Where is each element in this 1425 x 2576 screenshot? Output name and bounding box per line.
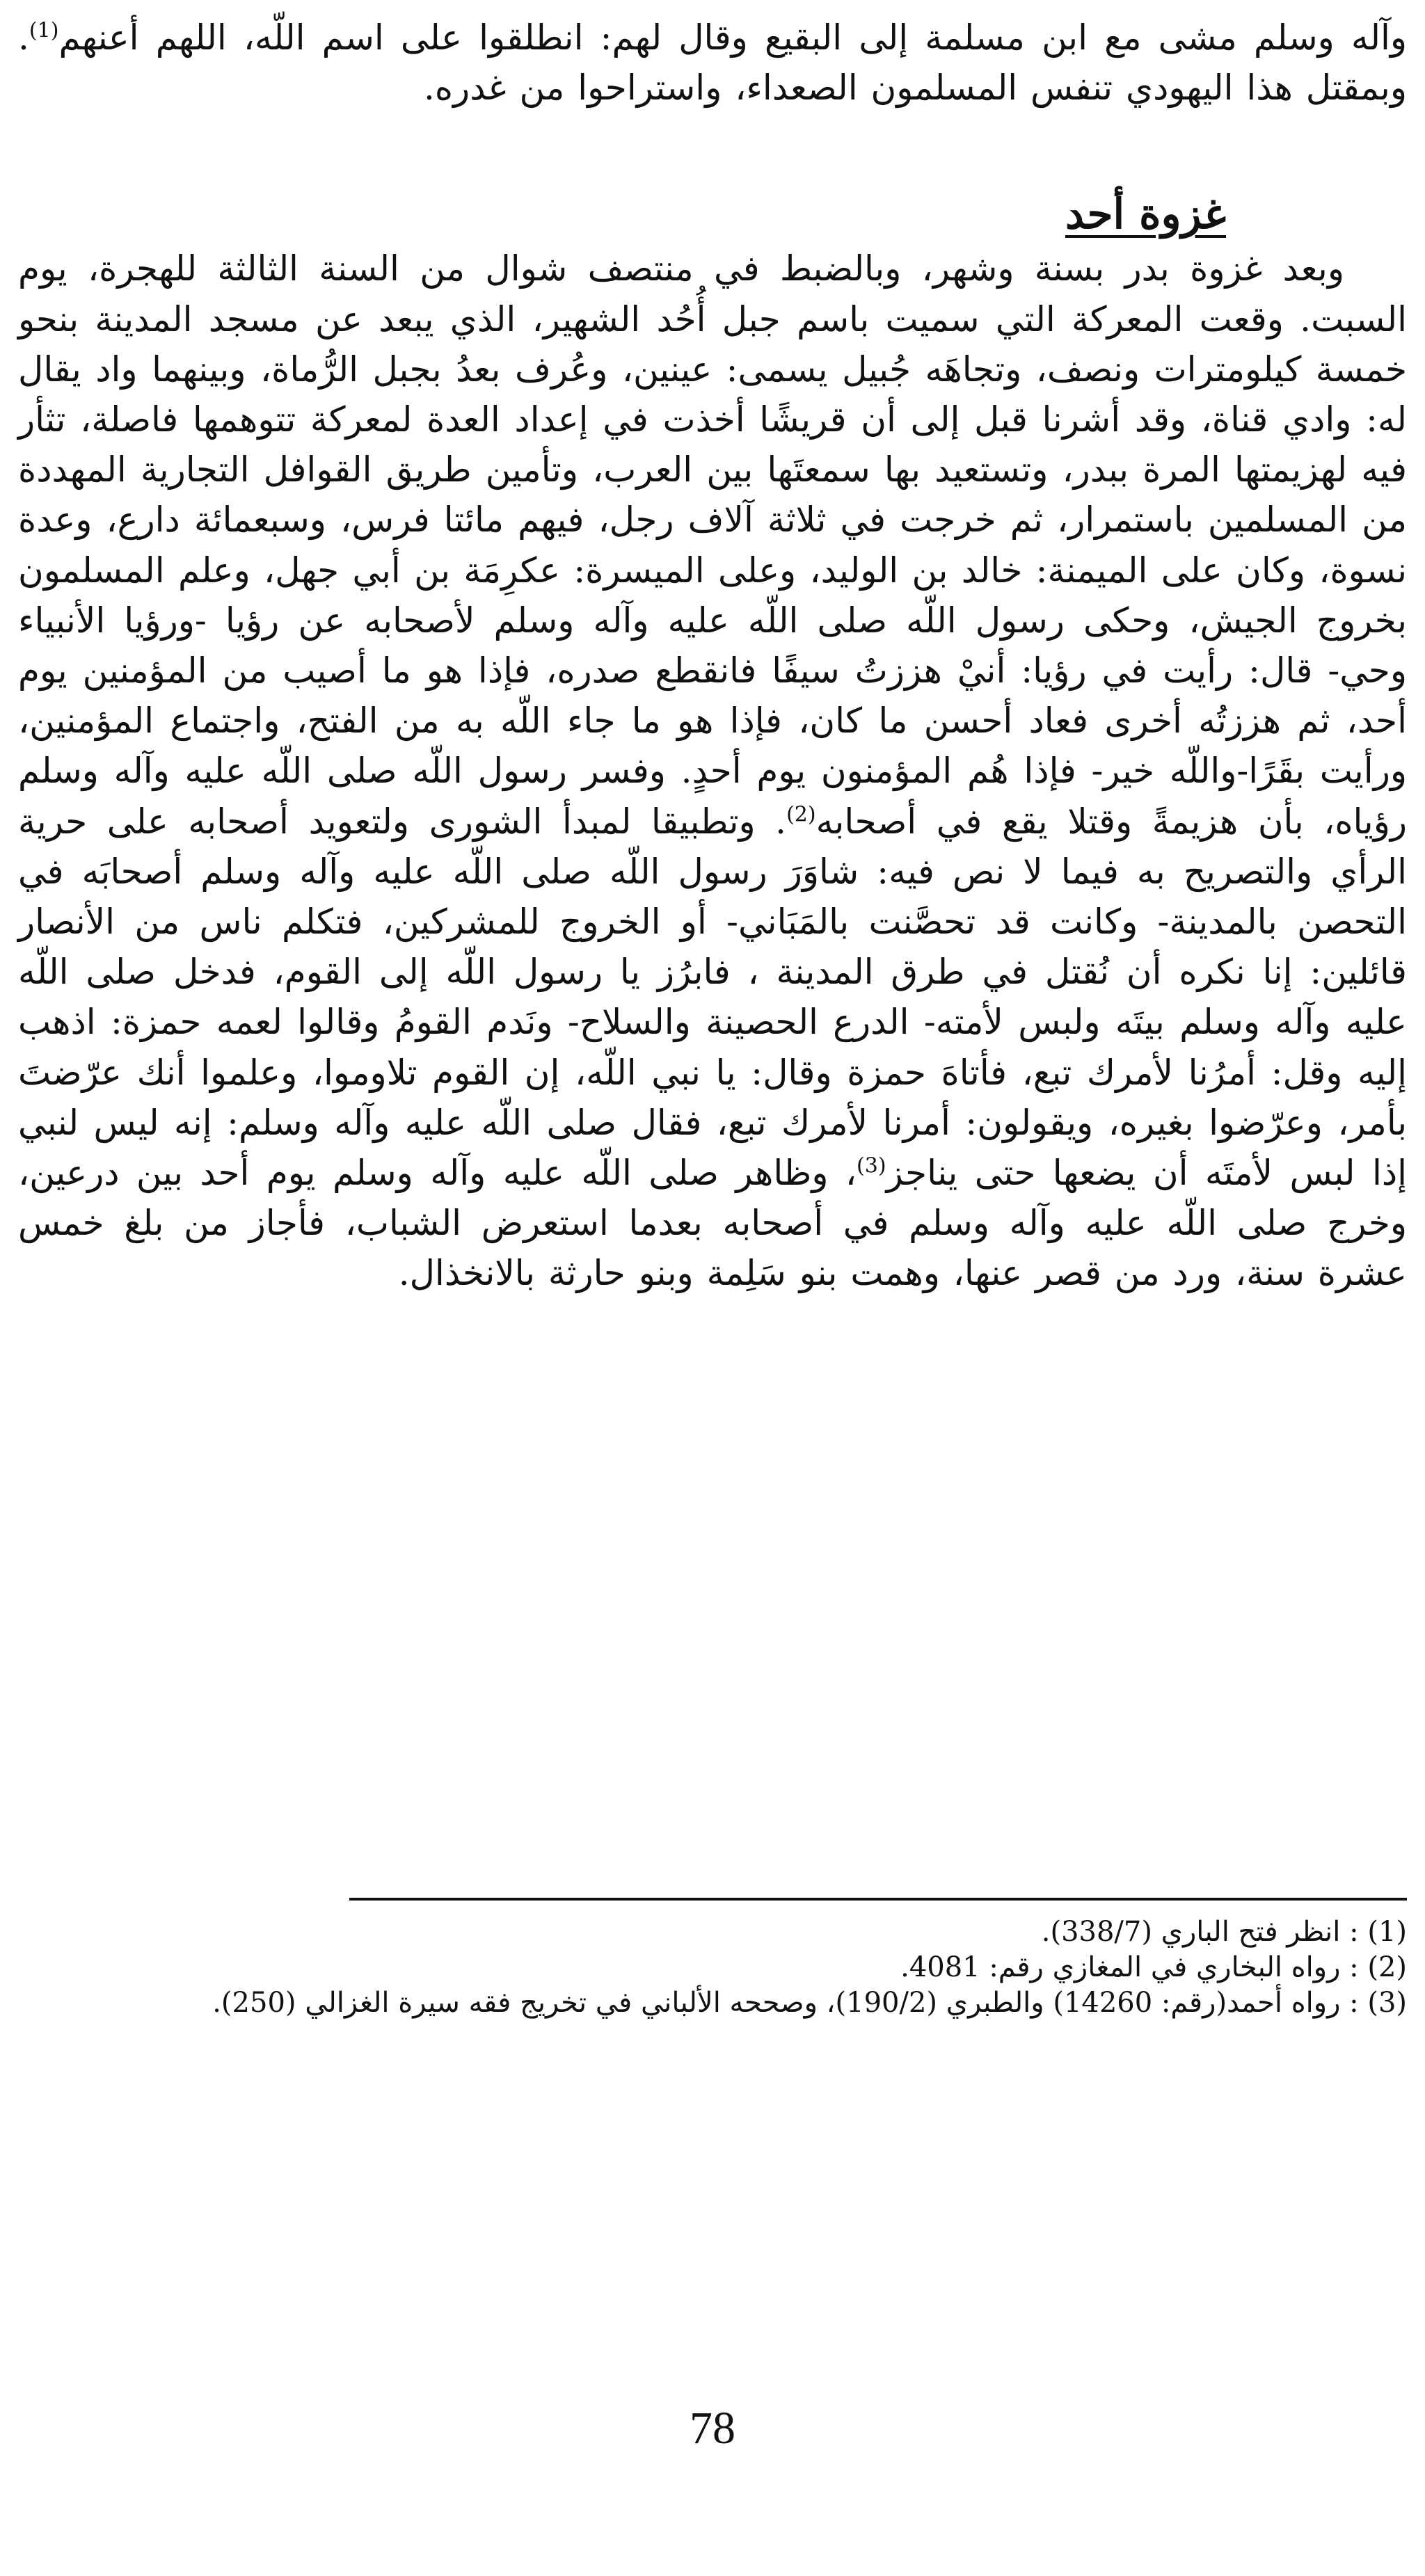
footnote-1: (1) : انظر فتح الباري (338/7). [1041, 1916, 1407, 1948]
book-page [0, 13, 1425, 2573]
intro-text-b: . وبمقتل هذا اليهودي تنفس المسلمون الصعداء، واستراحوا من غدره. [18, 17, 1407, 109]
main-text-b: . وتطبيقا لمبدأ الشورى ولتعويد أصحابه على حرية الرأي والتصريح به فيما لا نص فيه: شاوَرَ رسول اللّه صلى اللّه عليه وآله وسلم أصحابَه في التحصن بالمدينة- وكانت قد تحصَّنت بالمَبَاني- أو الخروج للمشركين، فتكلم ناس من الأنصار قائلين: إنا نكره أن نُقتل في طرق المدينة ، فابرُز يا رسول اللّه إلى القوم، فدخل صلى اللّه عليه وآله وسلم بيتَه ولبس لأمته- الدرع الحصينة والسلاح- ونَدم القومُ وقالوا لعمه حمزة: اذهب إليه وقل: أمرُنا لأمرك تبع، فأتاهَ حمزة وقال: يا نبي اللّه، إن القوم تلاوموا، وعلموا أنك عرّضتَ بأمر، وعرّضوا بغيره، ويقولون: أمرنا لأمرك تبع، فقال صلى اللّه عليه وآله وسلم: إنه ليس لنبي إذا لبس لأمتَه أن يضعها حتى يناجز [18, 801, 1407, 1194]
footnote-ref-1[interactable]: (1) [29, 18, 59, 43]
page-number: 78 [690, 2403, 735, 2454]
footnotes-block [18, 1914, 1407, 2021]
section-title: غزوة أحد [1065, 190, 1226, 239]
footnote-ref-3[interactable]: (3) [857, 1153, 886, 1178]
footnote-separator [349, 1898, 1407, 1901]
footnote-ref-2[interactable]: (2) [786, 801, 816, 826]
intro-text-a: وآله وسلم مشى مع ابن مسلمة إلى البقيع وقال لهم: انطلقوا على اسم اللّه، اللهم أعنهم [58, 17, 1407, 58]
main-text-a: وبعد غزوة بدر بسنة وشهر، وبالضبط في منتصف شوال من السنة الثالثة للهجرة، يوم السبت. وقعت المعركة التي سميت باسم جبل أُحُد الشهير، الذي يبعد عن مسجد المدينة بنحو خمسة كيلومترات ونصف، وتجاهَه جُبيل يسمى: عينين، وعُرف بعدُ بجبل الرُّماة، وبينهما واد يقال له: وادي قناة، وقد أشرنا قبل إلى أن قريشًا أخذت في إعداد العدة لمعركة تتوهمها فاصلة، تثأر فيه لهزيمتها المرة ببدر، وتستعيد بها سمعتَها بين العرب، وتأمين طريق القوافل التجارية المهددة من المسلمين باستمرار، ثم خرجت في ثلاثة آلاف رجل، فيهم مائتا فرس، وسبعمائة دارع، وعدة نسوة، وكان على الميمنة: خالد بن الوليد، وعلى الميسرة: عكرِمَة بن أبي جهل، وعلم المسلمون بخروج الجيش، وحكى رسول اللّه صلى اللّه عليه وآله وسلم لأصحابه عن رؤيا -ورؤيا الأنبياء وحي- قال: رأيت في رؤيا: أنيْ هززتُ سيفًا فانقطع صدره، فإذا هو ما أصيب من المؤمنين يوم أحد، ثم هززتُه أخرى فعاد أحسن ما كان، فإذا هو ما جاء اللّه به من الفتح، واجتماع المؤمنين، ورأيت بقَرًا-واللّه خير- فإذا هُم المؤمنون يوم أحدٍ. وفسر رسول اللّه صلى اللّه عليه وآله وسلم رؤياه، بأن هزيمةً وقتلا يقع في أصحابه [18, 248, 1407, 842]
footnote-3: (3) : رواه أحمد(رقم: 14260) والطبري (190/2)، وصححه الألباني في تخريج فقه سيرة الغزالي (250). [212, 1987, 1407, 2019]
page-body [18, 13, 1407, 1299]
footnote-2: (2) : رواه البخاري في المغازي رقم: 4081. [900, 1951, 1407, 1983]
main-paragraph [18, 243, 1407, 1298]
intro-paragraph [18, 13, 1407, 113]
main-text-c: ، وظاهر صلى اللّه عليه وآله وسلم يوم أحد بين درعين، وخرج صلى اللّه عليه وآله وسلم في أصحابه بعدما استعرض الشباب، فأجاز من بلغ خمس عشرة سنة، ورد من قصر عنها، وهمت بنو سَلِمة وبنو حارثة بالانخذال. [18, 1153, 1407, 1294]
